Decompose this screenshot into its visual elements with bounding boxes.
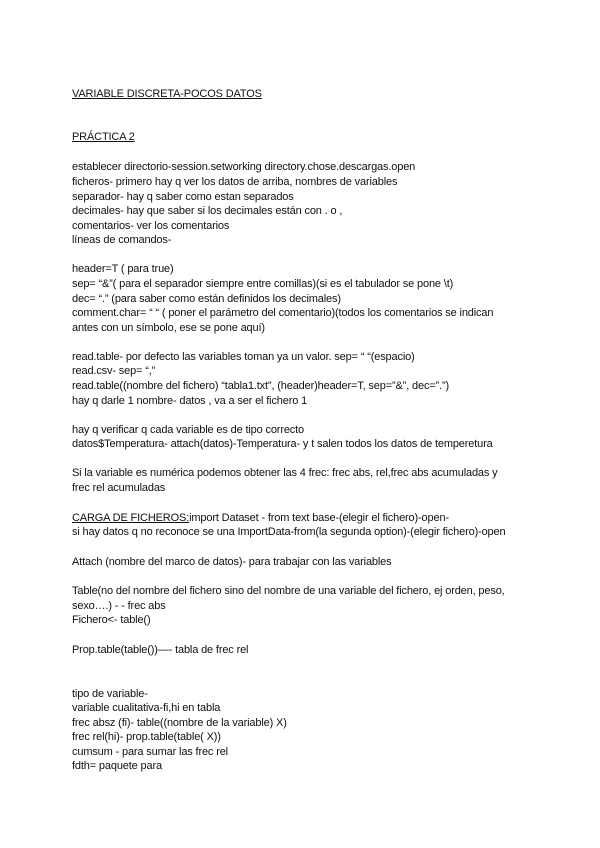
- carga-heading: CARGA DE FICHEROS:: [72, 512, 190, 524]
- text-line: Si la variable es numérica podemos obtener las 4 frec: frec abs, rel,frec abs acumuladas y: [72, 467, 498, 479]
- text-line: Attach (nombre del marco de datos)- para trabajar con las variables: [72, 556, 392, 568]
- text-line: frec rel acumuladas: [72, 482, 166, 494]
- document-title: VARIABLE DISCRETA-POCOS DATOS: [72, 88, 262, 100]
- text-line: Table(no del nombre del fichero sino del nombre de una variable del fichero, ej orden, peso,: [72, 585, 505, 597]
- text-line: Prop.table(table())—- tabla de frec rel: [72, 644, 249, 656]
- text-line: si hay datos q no reconoce se una ImportData-from(la segunda option)-(elegir fichero)-open: [72, 526, 506, 538]
- text-line: header=T ( para true): [72, 263, 174, 275]
- text-line: fdth= paquete para: [72, 760, 162, 772]
- text-line: sexo….) - - frec abs: [72, 600, 166, 612]
- carga-line: [72, 511, 449, 526]
- text-line: frec rel(hi)- prop.table(table( X)): [72, 731, 221, 743]
- text-line: frec absz (fi)- table((nombre de la variable) X): [72, 717, 287, 729]
- text-line: dec= “.” (para saber como están definidos los decimales): [72, 293, 341, 305]
- text-line: separador- hay q saber como estan separados: [72, 191, 294, 203]
- text-line: read.table- por defecto las variables toman ya un valor. sep= “ “(espacio): [72, 351, 415, 363]
- text-line: datos$Temperatura- attach(datos)-Temperatura- y t salen todos los datos de temperetura: [72, 438, 493, 450]
- text-line: decimales- hay que saber si los decimales están con . o ,: [72, 205, 343, 217]
- text-line: establecer directorio-session.setworking directory.chose.descargas.open: [72, 161, 416, 173]
- practice-heading: PRÁCTICA 2: [72, 131, 135, 143]
- text-line: read.csv- sep= “,”: [72, 365, 156, 377]
- text-line: sep= “&”( para el separador siempre entre comillas)(si es el tabulador se pone \t): [72, 278, 454, 290]
- text-line: read.table((nombre del fichero) “tabla1.txt”, (header)header=T, sep=”&”, dec=”.”): [72, 380, 450, 392]
- text-line: líneas de comandos-: [72, 234, 172, 246]
- text-line: ficheros- primero hay q ver los datos de arriba, nombres de variables: [72, 176, 398, 188]
- text-line: comentarios- ver los comentarios: [72, 220, 230, 232]
- text-line: comment.char= “ “ ( poner el parámetro del comentario)(todos los comentarios se indican: [72, 307, 494, 319]
- text-line: cumsum - para sumar las frec rel: [72, 746, 228, 758]
- text-line: hay q darle 1 nombre- datos , va a ser el fichero 1: [72, 395, 308, 407]
- text-line: tipo de variable-: [72, 688, 148, 700]
- carga-text: import Dataset - from text base-(elegir el fichero)-open-: [189, 512, 449, 524]
- text-line: Fichero<- table(): [72, 614, 151, 626]
- text-line: variable cualitativa-fi,hi en tabla: [72, 702, 221, 714]
- text-line: hay q verificar q cada variable es de tipo correcto: [72, 424, 305, 436]
- text-line: antes con un símbolo, ese se pone aquí): [72, 322, 265, 334]
